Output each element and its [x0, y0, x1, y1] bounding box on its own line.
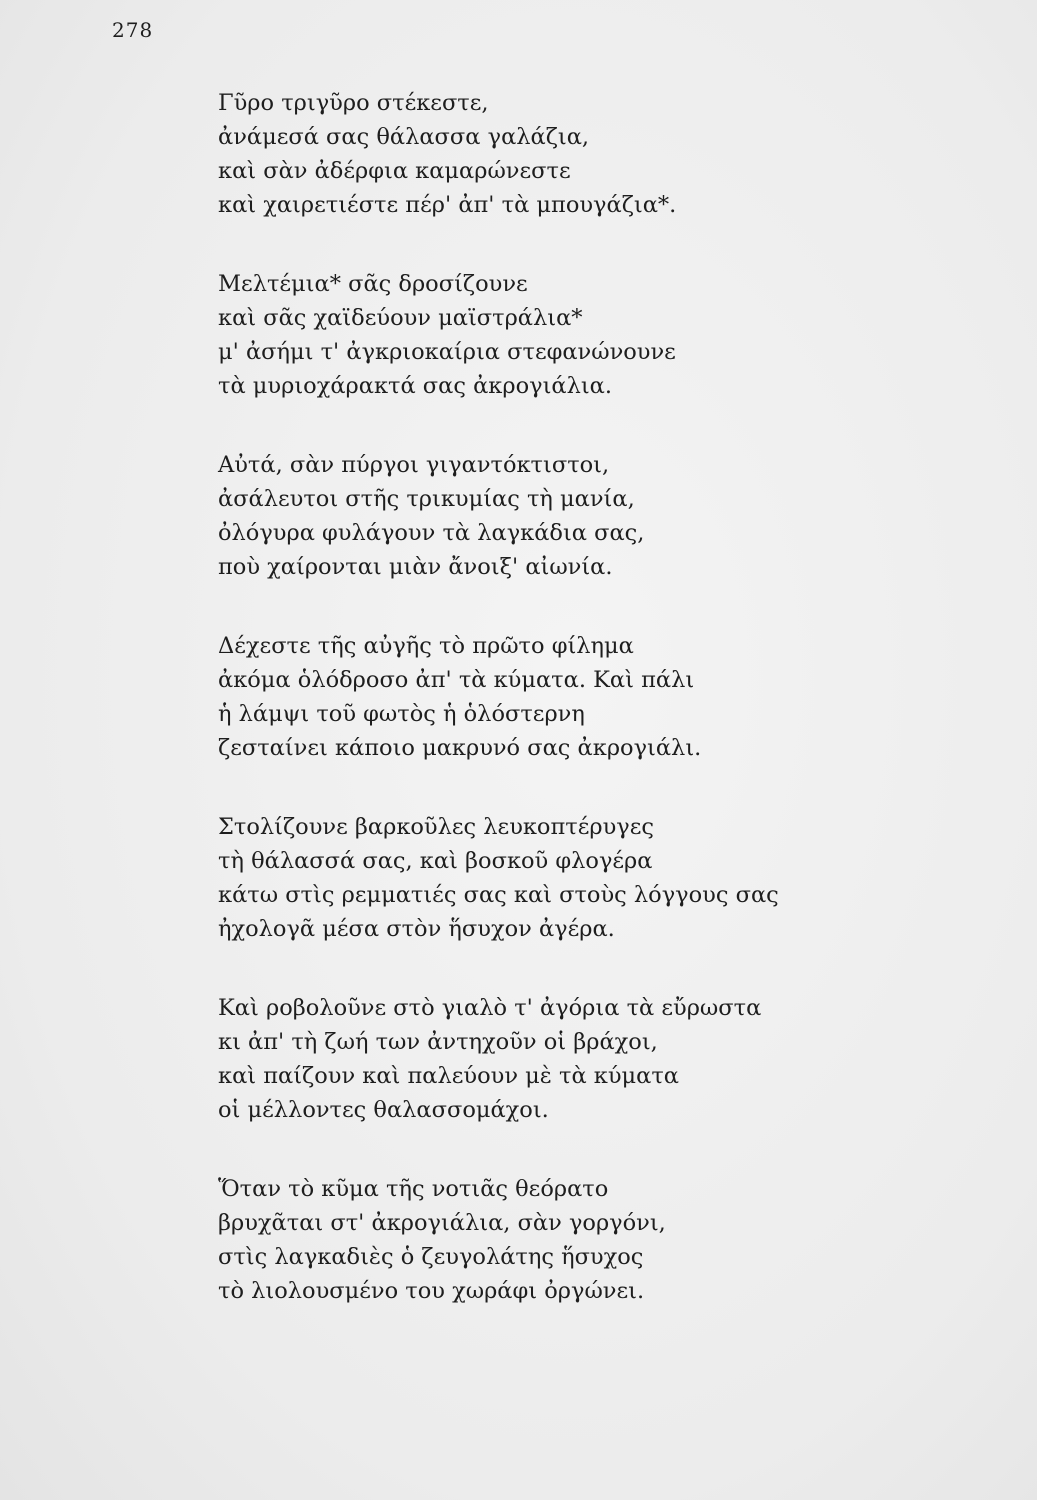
poem-line: καὶ παίζουν καὶ παλεύουν μὲ τὰ κύματα [218, 1063, 679, 1089]
poem-line: Ὅταν τὸ κῦμα τῆς νοτιᾶς θεόρατο [218, 1176, 609, 1202]
poem-line: καὶ σὰν ἀδέρφια καμαρώνεστε [218, 158, 571, 184]
poem-line: στὶς λαγκαδιὲς ὁ ζευγολάτης ἥσυχος [218, 1244, 644, 1270]
poem [218, 86, 978, 1308]
poem-line: ζεσταίνει κάποιο μακρυνό σας ἀκρογιάλι. [218, 735, 702, 761]
poem-line: οἱ μέλλοντες θαλασσομάχοι. [218, 1097, 549, 1123]
poem-line: κι ἀπ' τὴ ζωή των ἀντηχοῦν οἱ βράχοι, [218, 1029, 658, 1055]
stanza-1 [218, 86, 978, 222]
stanza-2 [218, 267, 978, 403]
poem-line: μ' ἀσήμι τ' ἀγκριοκαίρια στεφανώνουνε [218, 339, 676, 365]
poem-line: ἡ λάμψι τοῦ φωτὸς ἡ ὁλόστερνη [218, 701, 585, 727]
stanza-7 [218, 1172, 978, 1308]
poem-line: Μελτέμια* σᾶς δροσίζουνε [218, 271, 528, 297]
poem-line: Καὶ ροβολοῦνε στὸ γιαλὸ τ' ἀγόρια τὰ εὔρωστα [218, 995, 762, 1021]
poem-line: Στολίζουνε βαρκοῦλες λευκοπτέρυγες [218, 814, 654, 840]
page-number: 278 [112, 18, 154, 42]
poem-line: βρυχᾶται στ' ἀκρογιάλια, σὰν γοργόνι, [218, 1210, 666, 1236]
stanza-6 [218, 991, 978, 1127]
poem-line: κάτω στὶς ρεμματιές σας καὶ στοὺς λόγγους σας [218, 882, 779, 908]
poem-line: Αὐτά, σὰν πύργοι γιγαντόκτιστοι, [218, 452, 610, 478]
poem-line: ἀκόμα ὁλόδροσο ἀπ' τὰ κύματα. Καὶ πάλι [218, 667, 695, 693]
poem-line: καὶ σᾶς χαϊδεύουν μαϊστράλια* [218, 305, 583, 331]
stanza-3 [218, 448, 978, 584]
poem-line: τὴ θάλασσά σας, καὶ βοσκοῦ φλογέρα [218, 848, 653, 874]
stanza-4 [218, 629, 978, 765]
poem-line: τὸ λιολουσμένο του χωράφι ὀργώνει. [218, 1278, 645, 1304]
poem-line: ὀλόγυρα φυλάγουν τὰ λαγκάδια σας, [218, 520, 645, 546]
poem-line: Γῦρο τριγῦρο στέκεστε, [218, 90, 489, 116]
poem-line: ἀνάμεσά σας θάλασσα γαλάζια, [218, 124, 590, 150]
poem-line: τὰ μυριοχάρακτά σας ἀκρογιάλια. [218, 373, 613, 399]
poem-line: ἀσάλευτοι στῆς τρικυμίας τὴ μανία, [218, 486, 635, 512]
poem-line: Δέχεστε τῆς αὐγῆς τὸ πρῶτο φίλημα [218, 633, 634, 659]
stanza-5 [218, 810, 978, 946]
poem-line: ποὺ χαίρονται μιὰν ἄνοιξ' αἰωνία. [218, 554, 613, 580]
poem-line: καὶ χαιρετιέστε πέρ' ἀπ' τὰ μπουγάζια*. [218, 192, 677, 218]
poem-line: ἠχολογᾶ μέσα στὸν ἥσυχον ἀγέρα. [218, 916, 615, 942]
